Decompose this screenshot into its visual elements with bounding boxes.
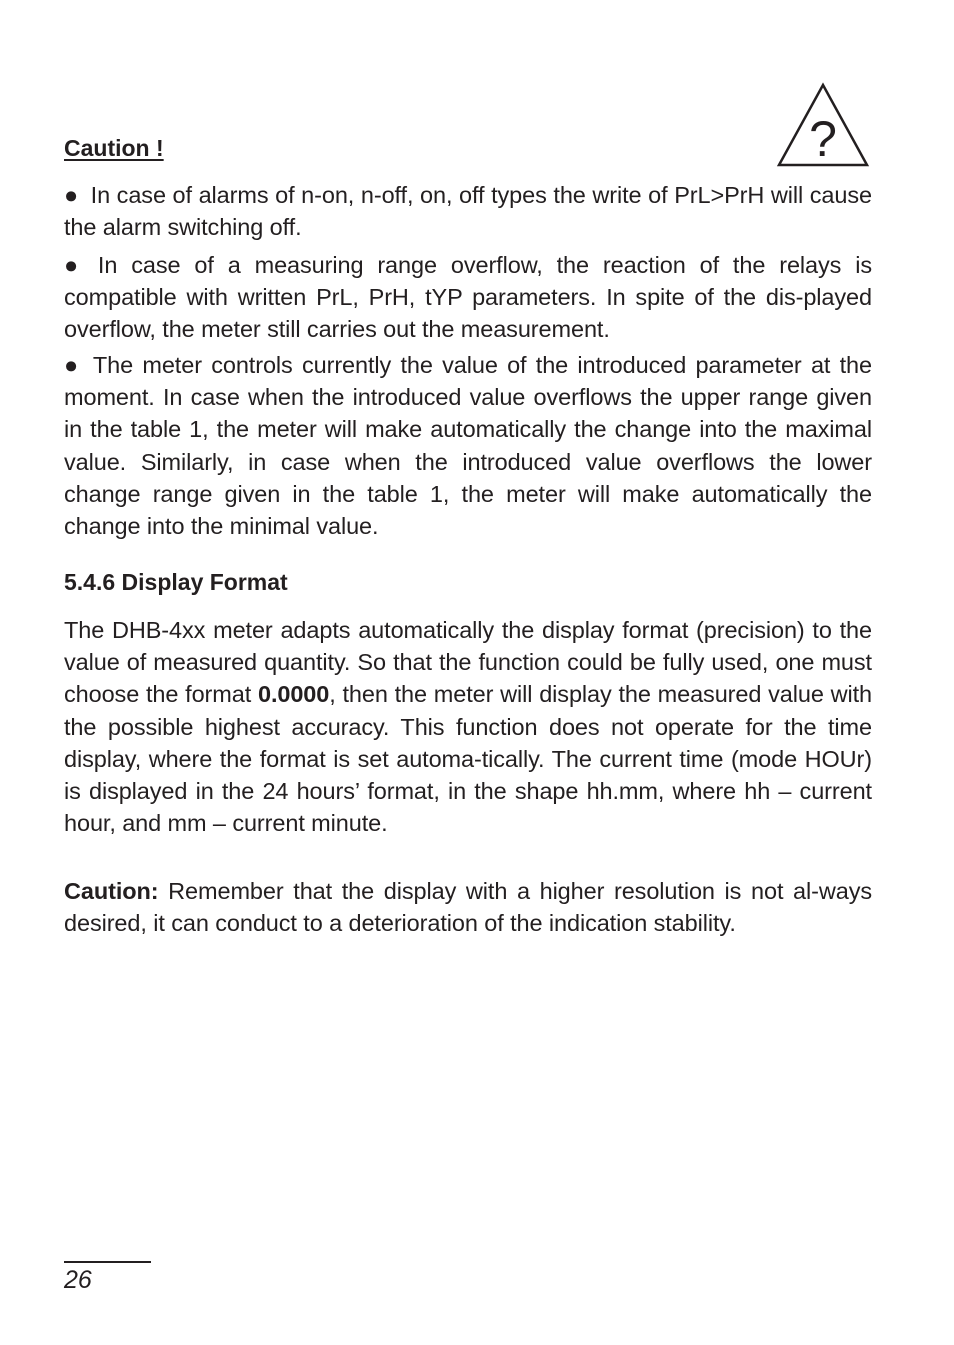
bullet-marker: ● xyxy=(64,352,79,378)
page-number-rule xyxy=(64,1261,151,1263)
caution-note-label: Caution: xyxy=(64,878,159,904)
caution-heading: Caution ! xyxy=(64,135,164,161)
bullet-text: In case of alarms of n-on, n-off, on, off types the write of PrL>PrH will cause the alarm switching off. xyxy=(64,182,872,241)
caution-note xyxy=(64,875,872,939)
bullet-text: In case of a measuring range overflow, the reaction of the relays is compatible with written PrL, PrH, tYP parameters. In spite of the dis-played overflow, the meter still carries out the measurement. xyxy=(64,252,872,343)
format-value: 0.0000 xyxy=(257,681,330,708)
section-heading: 5.4.6 Display Format xyxy=(64,569,288,595)
warning-icon-symbol: ? xyxy=(809,111,837,167)
page-number: 26 xyxy=(64,1266,92,1294)
bullet-marker: ● xyxy=(64,252,79,278)
bullet-item xyxy=(64,249,872,346)
bullet-item xyxy=(64,179,872,243)
display-format-paragraph xyxy=(64,614,872,839)
bullet-text: The meter controls currently the value of the introduced parameter at the moment. In case when the introduced value overflows the upper range given in the table 1, the meter will make automatically the change into the maximal value. Similarly, in case when the introduced value overflows the lower change range given in the table 1, the meter will make automatically the change into the minimal value. xyxy=(64,352,872,540)
bullet-item xyxy=(64,349,872,542)
bullet-marker: ● xyxy=(64,182,79,208)
paragraph-text-start: The DHB-4xx meter adapts automatically the display format (precision) to the value of measured quantity. So that the function could be fully used, one must choose the format xyxy=(64,617,872,708)
caution-note-text: Remember that the display with a higher resolution is not al-ways desired, it can conduct to a deterioration of the indication stability. xyxy=(64,878,872,937)
warning-question-icon xyxy=(776,82,870,168)
paragraph-text-end: , then the meter will display the measured value with the possible highest accuracy. This function does not operate for the time display, where the format is set automa-tically. The current time (mode HOUr) is displayed in the 24 hours’ format, in the shape hh.mm, where hh – current hour, and mm – current minute. xyxy=(64,681,873,837)
